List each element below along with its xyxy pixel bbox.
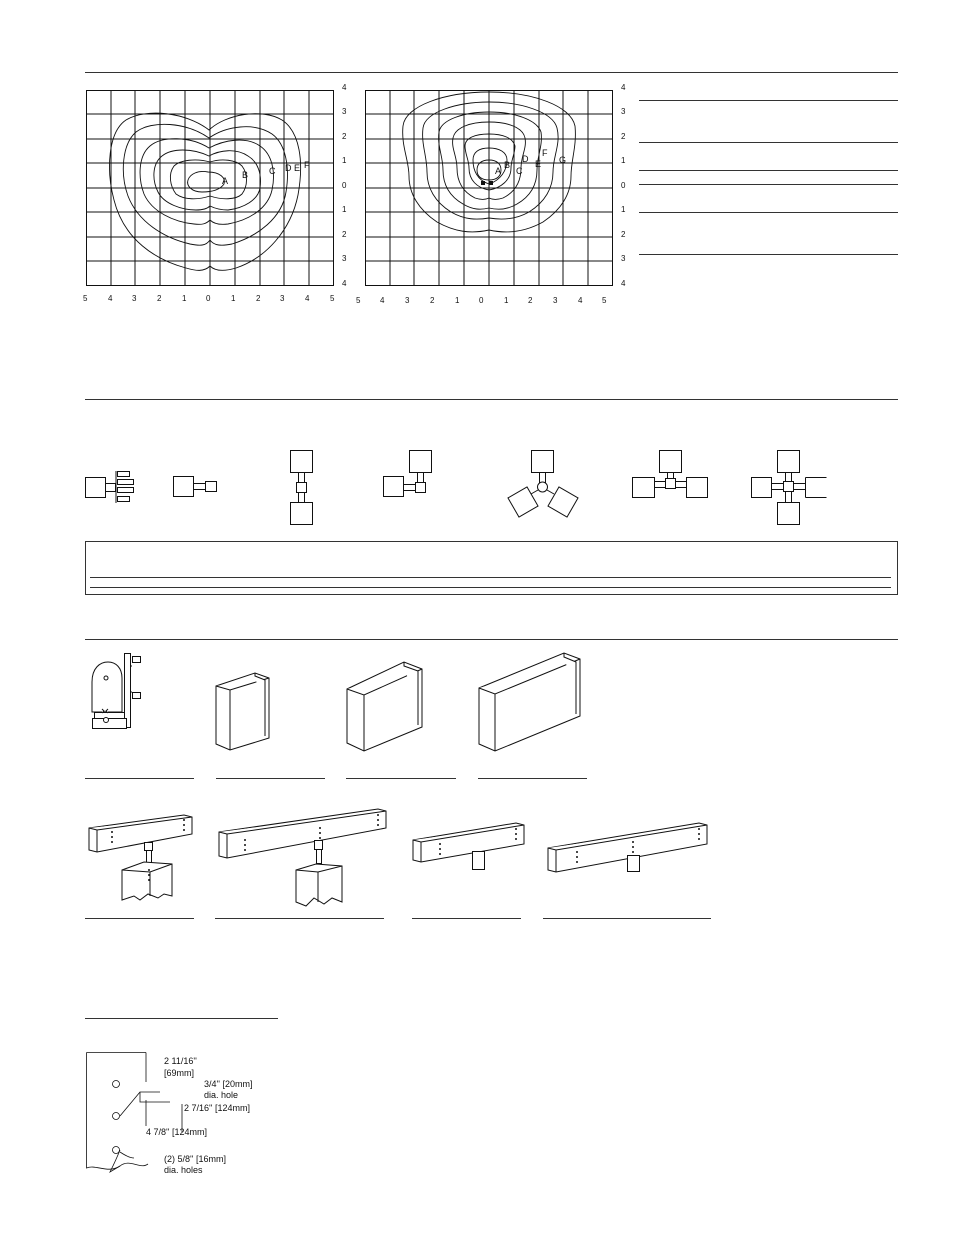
configuration-quad bbox=[751, 450, 827, 526]
right-y-tick: 0 bbox=[621, 181, 626, 190]
left-y-tick: 3 bbox=[342, 107, 347, 116]
right-x-tick: 2 bbox=[528, 296, 533, 305]
right-y-tick: 2 bbox=[621, 132, 626, 141]
spec-rule bbox=[639, 142, 898, 143]
right-x-tick: 1 bbox=[504, 296, 509, 305]
left-x-tick: 4 bbox=[305, 294, 310, 303]
left-y-tick: 1 bbox=[342, 205, 347, 214]
accessory-wall-bracket bbox=[88, 652, 146, 732]
accessory-crossarm-tenon-long bbox=[547, 822, 709, 874]
dim-hole-3-4-desc: dia. hole bbox=[204, 1090, 239, 1100]
dim-hole-3-4: 3/4'' [20mm] bbox=[204, 1079, 253, 1089]
right-contour-label-f: F bbox=[542, 148, 548, 158]
left-y-tick: 3 bbox=[342, 254, 347, 263]
configuration-twin-180 bbox=[290, 450, 314, 525]
right-contour-label-g: G bbox=[559, 155, 567, 165]
left-contour-label-f: F bbox=[304, 160, 310, 170]
crossarm-label-rule bbox=[85, 918, 194, 919]
right-contour-label-b: B bbox=[504, 160, 511, 170]
spec-rule bbox=[639, 254, 898, 255]
left-x-tick: 2 bbox=[256, 294, 261, 303]
right-x-tick: 5 bbox=[356, 296, 361, 305]
drilling-heading-rule bbox=[85, 1018, 278, 1019]
left-contour-label-d: D bbox=[285, 163, 292, 173]
left-x-tick: 5 bbox=[330, 294, 335, 303]
crossarm-label-rule bbox=[412, 918, 521, 919]
right-y-tick: 2 bbox=[621, 230, 626, 239]
accessory-label-rule bbox=[85, 778, 194, 779]
right-y-tick: 3 bbox=[621, 254, 626, 263]
right-x-tick: 1 bbox=[455, 296, 460, 305]
dim-hole-5-8: (2) 5/8'' [16mm] bbox=[164, 1154, 226, 1164]
right-x-tick: 2 bbox=[430, 296, 435, 305]
left-x-tick: 5 bbox=[83, 294, 88, 303]
dim-2-11-16: 2 11/16'' bbox=[164, 1056, 197, 1066]
right-x-tick: 4 bbox=[380, 296, 385, 305]
configuration-single bbox=[173, 476, 218, 498]
accessory-visor-small bbox=[215, 672, 271, 752]
right-contour-label-e: E bbox=[535, 159, 542, 169]
spec-rule bbox=[639, 184, 898, 185]
spec-rule bbox=[639, 170, 898, 171]
right-isofootcandle-plot bbox=[365, 90, 613, 286]
left-contour-label-a: A bbox=[222, 176, 229, 186]
right-y-tick: 1 bbox=[621, 205, 626, 214]
left-x-tick: 1 bbox=[231, 294, 236, 303]
right-contour-label-a: A bbox=[495, 166, 502, 176]
dim-69mm: [69mm] bbox=[164, 1068, 195, 1078]
right-y-tick: 4 bbox=[621, 83, 626, 92]
left-x-tick: 3 bbox=[280, 294, 285, 303]
left-y-tick: 2 bbox=[342, 132, 347, 141]
left-x-tick: 1 bbox=[182, 294, 187, 303]
accessory-label-rule bbox=[478, 778, 587, 779]
accessory-label-rule bbox=[346, 778, 456, 779]
left-contour-label-e: E bbox=[294, 163, 301, 173]
accessory-visor-large bbox=[478, 652, 582, 752]
fixture-marker-right bbox=[489, 181, 493, 185]
right-x-tick: 4 bbox=[578, 296, 583, 305]
crossarm-label-rule bbox=[543, 918, 711, 919]
right-y-tick: 1 bbox=[621, 156, 626, 165]
section-rule-top bbox=[85, 72, 898, 73]
left-x-tick: 4 bbox=[108, 294, 113, 303]
configuration-tri-90 bbox=[632, 450, 708, 498]
section-rule-accessories bbox=[85, 639, 898, 640]
left-y-tick: 2 bbox=[342, 230, 347, 239]
ordering-table bbox=[85, 541, 898, 595]
right-x-tick: 3 bbox=[405, 296, 410, 305]
right-x-tick: 0 bbox=[479, 296, 484, 305]
accessory-label-rule bbox=[216, 778, 325, 779]
section-rule-configurations bbox=[85, 399, 898, 400]
left-y-tick: 4 bbox=[342, 83, 347, 92]
right-contour-label-d: D bbox=[522, 154, 529, 164]
ordering-table-rule bbox=[90, 577, 891, 578]
accessory-visor-medium bbox=[346, 661, 424, 753]
right-y-tick: 3 bbox=[621, 107, 626, 116]
dim-4-7-8: 4 7/8'' [124mm] bbox=[146, 1127, 207, 1137]
spec-rule bbox=[639, 212, 898, 213]
left-x-tick: 2 bbox=[157, 294, 162, 303]
configuration-twin-90 bbox=[383, 450, 433, 496]
accessory-crossarm-pole-short bbox=[88, 812, 196, 902]
left-contour-label-b: B bbox=[242, 170, 249, 180]
left-x-tick: 3 bbox=[132, 294, 137, 303]
right-contour-label-c: C bbox=[516, 166, 523, 176]
ordering-table-rule bbox=[90, 587, 891, 588]
crossarm-label-rule bbox=[215, 918, 384, 919]
left-y-tick: 0 bbox=[342, 181, 347, 190]
left-x-tick: 0 bbox=[206, 294, 211, 303]
accessory-crossarm-pole-long bbox=[218, 808, 388, 908]
right-y-tick: 4 bbox=[621, 279, 626, 288]
dim-hole-5-8-desc: dia. holes bbox=[164, 1165, 203, 1175]
right-x-tick: 3 bbox=[553, 296, 558, 305]
configuration-wall-mount bbox=[85, 470, 137, 504]
configuration-tri-120 bbox=[505, 450, 581, 518]
accessory-crossarm-tenon-short bbox=[412, 822, 524, 872]
fixture-marker-left bbox=[481, 181, 485, 185]
left-y-tick: 1 bbox=[342, 156, 347, 165]
left-isofootcandle-plot bbox=[86, 90, 334, 286]
left-y-tick: 4 bbox=[342, 279, 347, 288]
right-x-tick: 5 bbox=[602, 296, 607, 305]
left-contour-label-c: C bbox=[269, 166, 276, 176]
spec-rule bbox=[639, 100, 898, 101]
dim-2-7-16: 2 7/16'' [124mm] bbox=[184, 1103, 250, 1113]
